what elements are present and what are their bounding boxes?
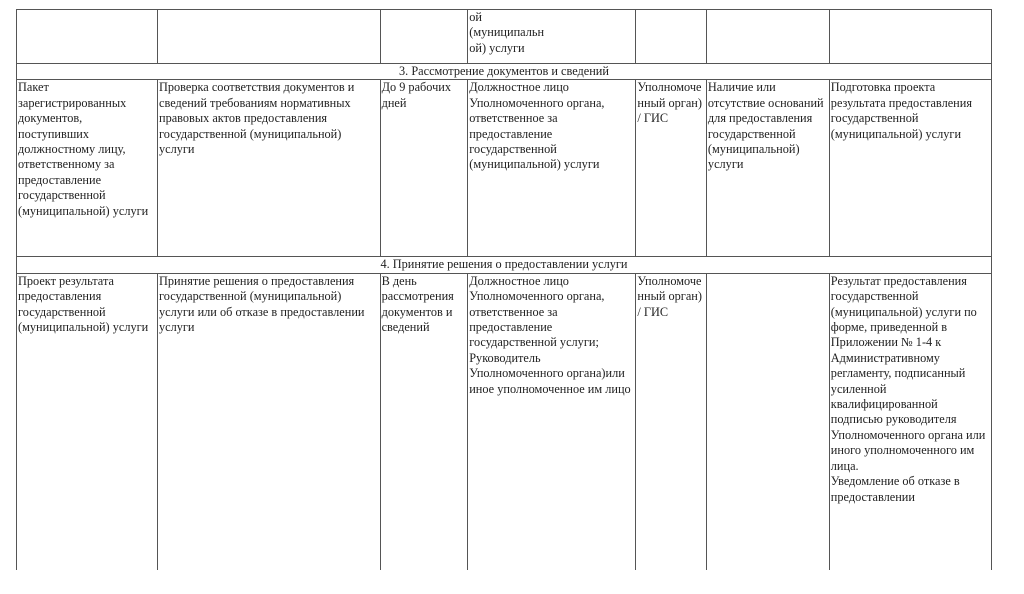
table-cell	[829, 10, 991, 64]
document-page	[16, 9, 992, 570]
table-cell	[636, 10, 707, 64]
responsible-cell: Должностное лицо Уполномоченного органа, ответственное за предоставление государственной услуги; Руководитель Уполномоченного органа)или иное уполномоченное им лицо	[468, 273, 636, 570]
responsible-cell: Должностное лицо Уполномоченного органа, ответственное за предоставление государственной (муниципальной) услуги	[468, 80, 636, 257]
section-3-title: 3. Рассмотрение документов и сведений	[17, 64, 992, 80]
input-documents-cell: Проект результата предоставления государственной (муниципальной) услуги	[17, 273, 158, 570]
section-header-row	[17, 257, 992, 273]
refusal-notice-text: Уведомление об отказе в предоставлении	[830, 474, 960, 504]
table-cell	[706, 10, 829, 64]
criteria-cell	[706, 273, 829, 570]
input-documents-cell: Пакет зарегистрированных документов, поступивших должностному лицу, ответственному за предоставление государственной (муниципальной) услуги	[17, 80, 158, 257]
table-cell-continued-text	[468, 10, 636, 64]
result-text: Результат предоставления государственной (муниципальной) услуги по форме, приведенной в Приложении № 1-4 к Административному регламенту, подписанный усиленной квалифицированной подписью руководителя Уполномоченного органа или иного уполномоченного им лица.	[830, 273, 986, 473]
table-cell	[158, 10, 381, 64]
table-row	[17, 273, 992, 570]
section-header-row	[17, 64, 992, 80]
text-line: ой	[469, 10, 482, 24]
table-cell	[380, 10, 468, 64]
result-cell	[829, 273, 991, 570]
system-cell: Уполномоченный орган) / ГИС	[636, 80, 707, 257]
duration-cell: До 9 рабочих дней	[380, 80, 468, 257]
text-line: (муниципальн	[469, 25, 545, 40]
action-cell: Проверка соответствия документов и сведений требованиям нормативных правовых актов предоставления государственной (муниципальной) услуги	[158, 80, 381, 257]
procedure-table	[16, 9, 992, 570]
criteria-cell: Наличие или отсутствие оснований для предоставления государственной (муниципальной) услуги	[706, 80, 829, 257]
table-cell	[17, 10, 158, 64]
table-row	[17, 80, 992, 257]
section-4-title: 4. Принятие решения о предоставлении услуги	[17, 257, 992, 273]
result-cell: Подготовка проекта результата предоставления государственной (муниципальной) услуги	[829, 80, 991, 257]
system-cell: Уполномоченный орган) / ГИС	[636, 273, 707, 570]
text-line: ой) услуги	[469, 40, 525, 55]
duration-cell: В день рассмотрения документов и сведений	[380, 273, 468, 570]
action-cell: Принятие решения о предоставления государственной (муниципальной) услуги или об отказе в предоставлении услуги	[158, 273, 381, 570]
table-row-continued	[17, 10, 992, 64]
